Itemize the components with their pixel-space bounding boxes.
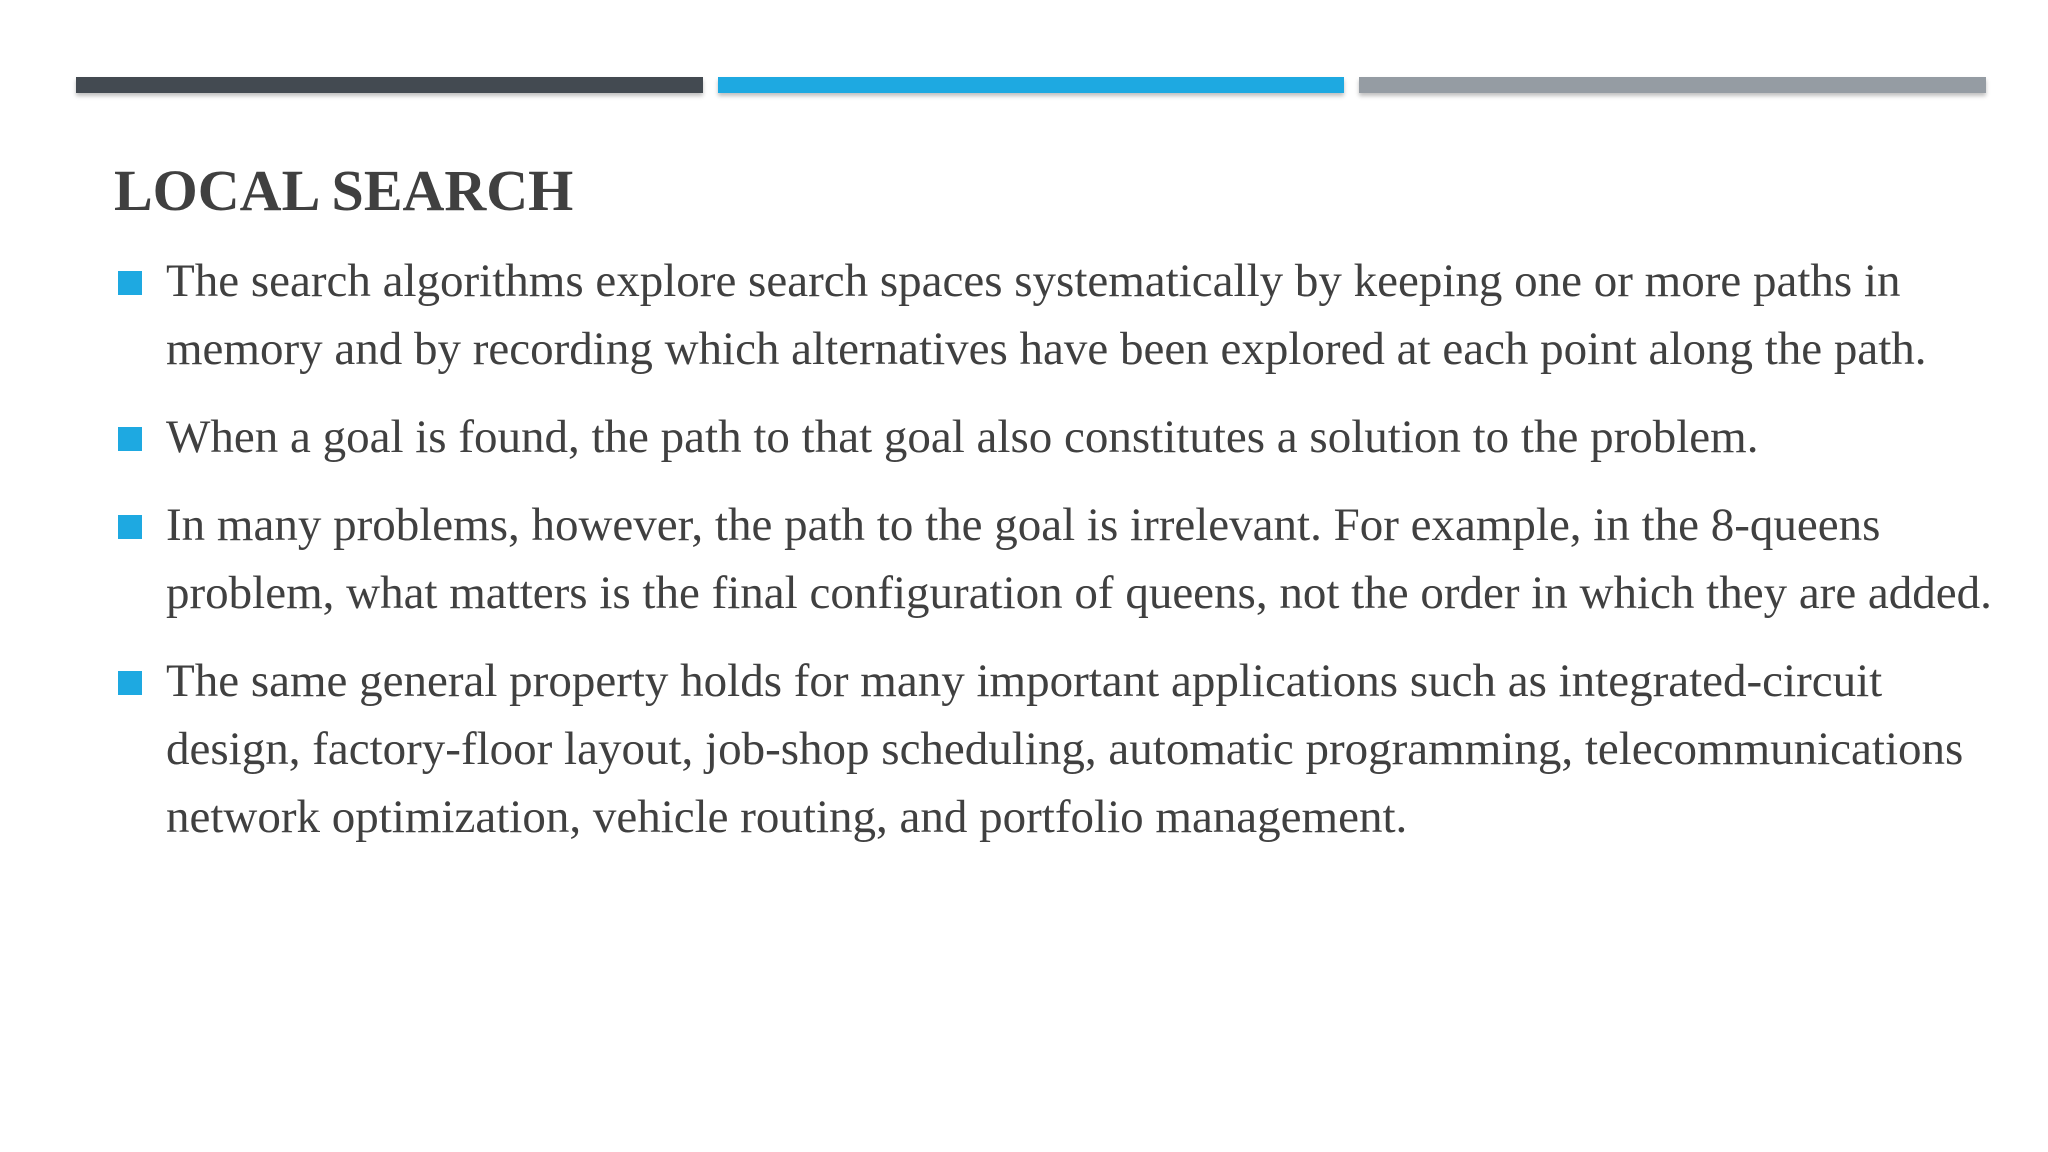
header-decoration-bars [76, 77, 1986, 95]
square-bullet-icon [118, 515, 142, 539]
bullet-item [114, 403, 1994, 471]
slide-title: LOCAL SEARCH [114, 158, 574, 223]
bullet-item [114, 647, 1994, 851]
bullet-item [114, 491, 1994, 627]
header-bar-dark [76, 77, 703, 93]
square-bullet-icon [118, 671, 142, 695]
square-bullet-icon [118, 271, 142, 295]
bullet-text: In many problems, however, the path to the goal is irrelevant. For example, in the 8-queens problem, what matters is the final configuration of queens, not the order in which they are added. [166, 499, 1992, 619]
header-bar-gray [1359, 77, 1986, 93]
bullet-text: The search algorithms explore search spaces systematically by keeping one or more paths in memory and by recording which alternatives have been explored at each point along the path. [166, 255, 1927, 375]
bullet-list [114, 247, 1994, 871]
bullet-text: The same general property holds for many important applications such as integrated-circuit design, factory-floor layout, job-shop scheduling, automatic programming, telecommunications network optimization, vehicle routing, and portfolio management. [166, 655, 1964, 843]
header-bar-blue [718, 77, 1345, 93]
bullet-text: When a goal is found, the path to that goal also constitutes a solution to the problem. [166, 411, 1759, 463]
square-bullet-icon [118, 427, 142, 451]
bullet-item [114, 247, 1994, 383]
